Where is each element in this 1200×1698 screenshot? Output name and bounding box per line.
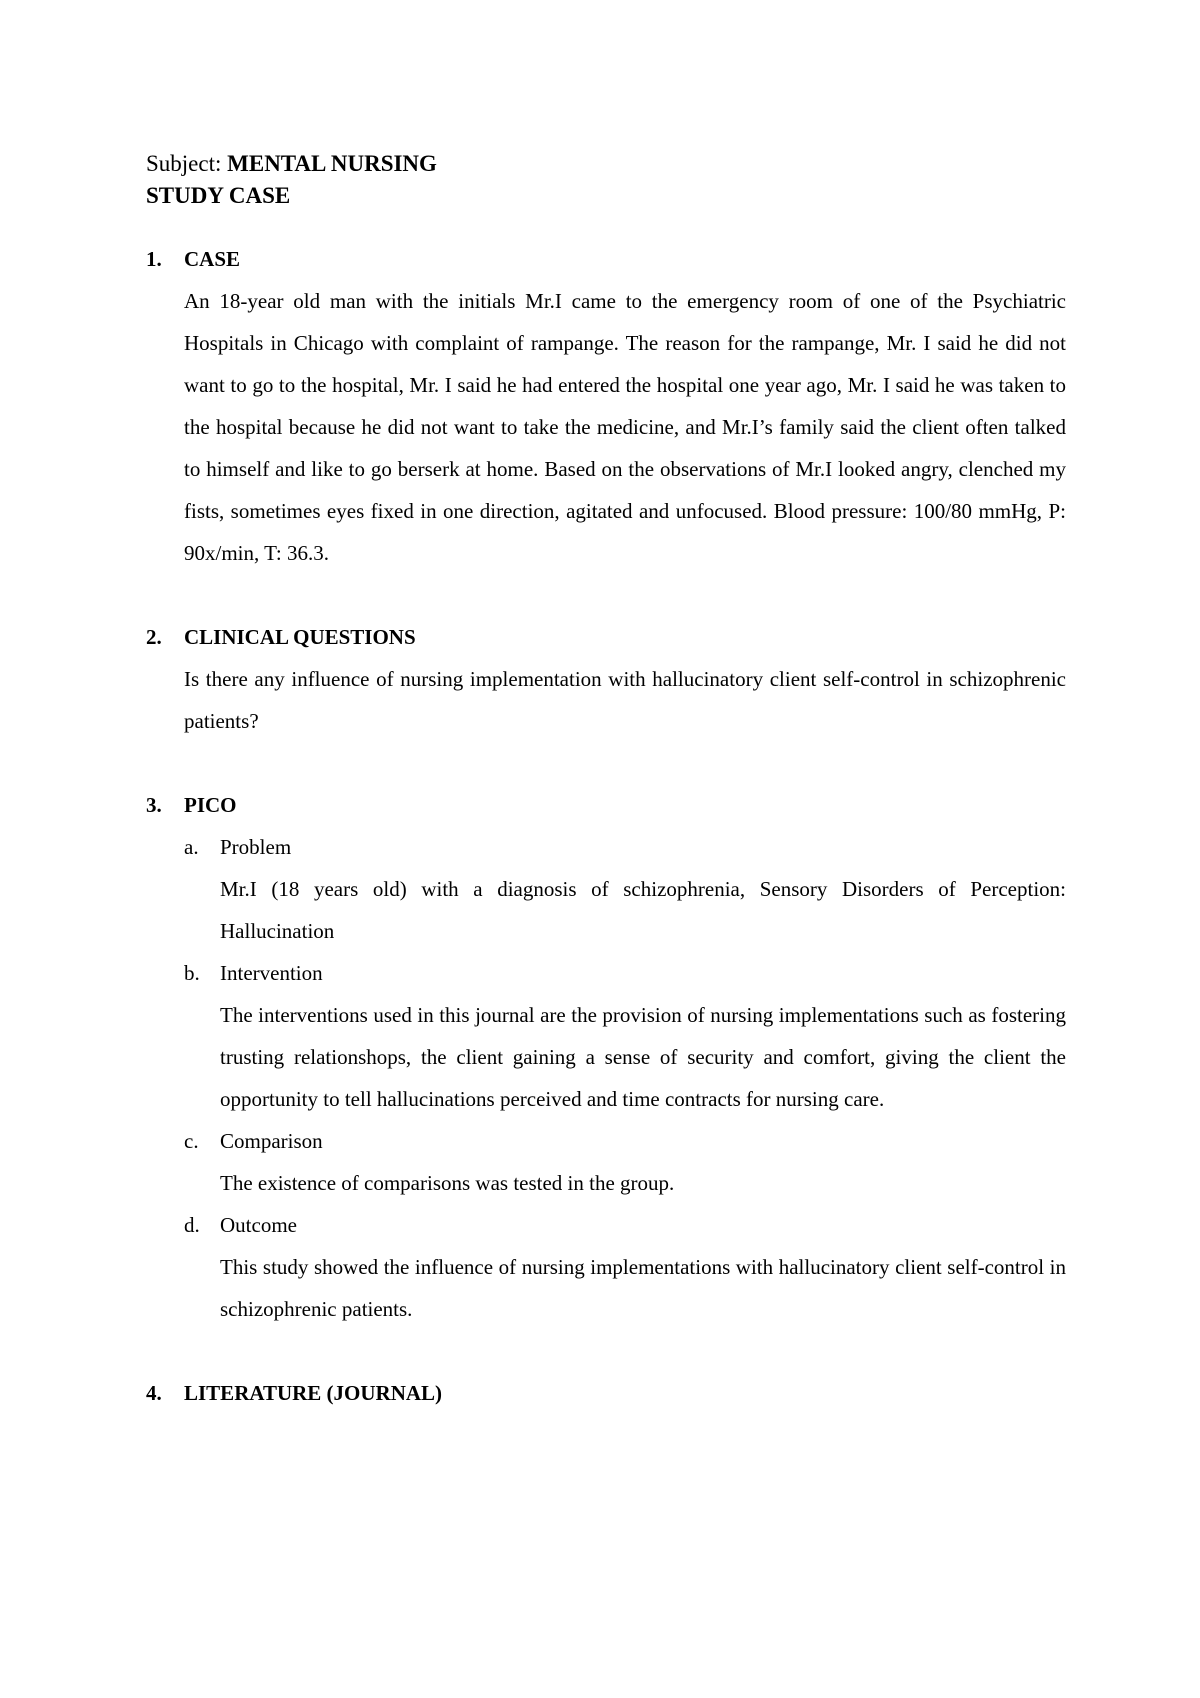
- pico-item-letter: b.: [184, 961, 200, 985]
- subject-value: MENTAL NURSING: [227, 151, 437, 176]
- section-heading: [146, 616, 1066, 658]
- pico-item-text: This study showed the influence of nursing implementations with hallucinatory client self-control in schizophrenic patients.: [220, 1255, 1066, 1321]
- pico-item-text: The existence of comparisons was tested in the group.: [220, 1171, 675, 1195]
- document-content: [146, 148, 1066, 1414]
- pico-item-letter: c.: [184, 1129, 199, 1153]
- pico-item-text: Mr.I (18 years old) with a diagnosis of schizophrenia, Sensory Disorders of Perception: Hallucination: [220, 877, 1066, 943]
- pico-item-heading: [184, 1120, 1066, 1162]
- section-number: 1.: [146, 247, 162, 271]
- pico-item-label: Intervention: [220, 961, 323, 985]
- pico-item-text: The interventions used in this journal are the provision of nursing implementations such as fostering trusting relationshops, the client gaining a sense of security and comfort, giving the client the opportunity to tell hallucinations perceived and time contracts for nursing care.: [220, 1003, 1066, 1111]
- pico-item-heading: [184, 952, 1066, 994]
- section-pico: [146, 784, 1066, 1330]
- section-literature: [146, 1372, 1066, 1414]
- section-heading: [146, 1372, 1066, 1414]
- section-body: [184, 658, 1066, 742]
- pico-item-heading: [184, 1204, 1066, 1246]
- section-title: CLINICAL QUESTIONS: [184, 625, 416, 649]
- section-heading: [146, 238, 1066, 280]
- pico-item-letter: d.: [184, 1213, 200, 1237]
- pico-item-label: Problem: [220, 835, 292, 859]
- section-number: 2.: [146, 625, 162, 649]
- section-body: [184, 280, 1066, 574]
- document-type-title: STUDY CASE: [146, 183, 291, 208]
- pico-item-body: [220, 868, 1066, 952]
- pico-item-problem: [146, 826, 1066, 952]
- pico-item-heading: [184, 826, 1066, 868]
- pico-item-body: [220, 994, 1066, 1120]
- subject-line: [146, 148, 1066, 180]
- pico-item-letter: a.: [184, 835, 199, 859]
- case-description: An 18-year old man with the initials Mr.I came to the emergency room of one of the Psychiatric Hospitals in Chicago with complaint of rampange. The reason for the rampange, Mr. I said he did not want to go to the hospital, Mr. I said he had entered the hospital one year ago, Mr. I said he was taken to the hospital because he did not want to take the medicine, and Mr.I’s family said the client often talked to himself and like to go berserk at home. Based on the observations of Mr.I looked angry, clenched my fists, sometimes eyes fixed in one direction, agitated and unfocused. Blood pressure: 100/80 mmHg, P: 90x/min, T: 36.3.: [184, 289, 1066, 565]
- section-case: [146, 238, 1066, 574]
- section-title: PICO: [184, 793, 237, 817]
- pico-item-label: Comparison: [220, 1129, 323, 1153]
- subject-label: Subject:: [146, 151, 222, 176]
- pico-item-comparison: [146, 1120, 1066, 1204]
- pico-item-body: [220, 1162, 1066, 1204]
- section-number: 4.: [146, 1381, 162, 1405]
- section-number: 3.: [146, 793, 162, 817]
- pico-item-outcome: [146, 1204, 1066, 1330]
- pico-item-body: [220, 1246, 1066, 1330]
- clinical-question-text: Is there any influence of nursing implementation with hallucinatory client self-control in schizophrenic patients?: [184, 667, 1066, 733]
- section-heading: [146, 784, 1066, 826]
- section-title: LITERATURE (JOURNAL): [184, 1381, 443, 1405]
- pico-item-label: Outcome: [220, 1213, 297, 1237]
- pico-item-intervention: [146, 952, 1066, 1120]
- section-title: CASE: [184, 247, 241, 271]
- section-clinical-questions: [146, 616, 1066, 742]
